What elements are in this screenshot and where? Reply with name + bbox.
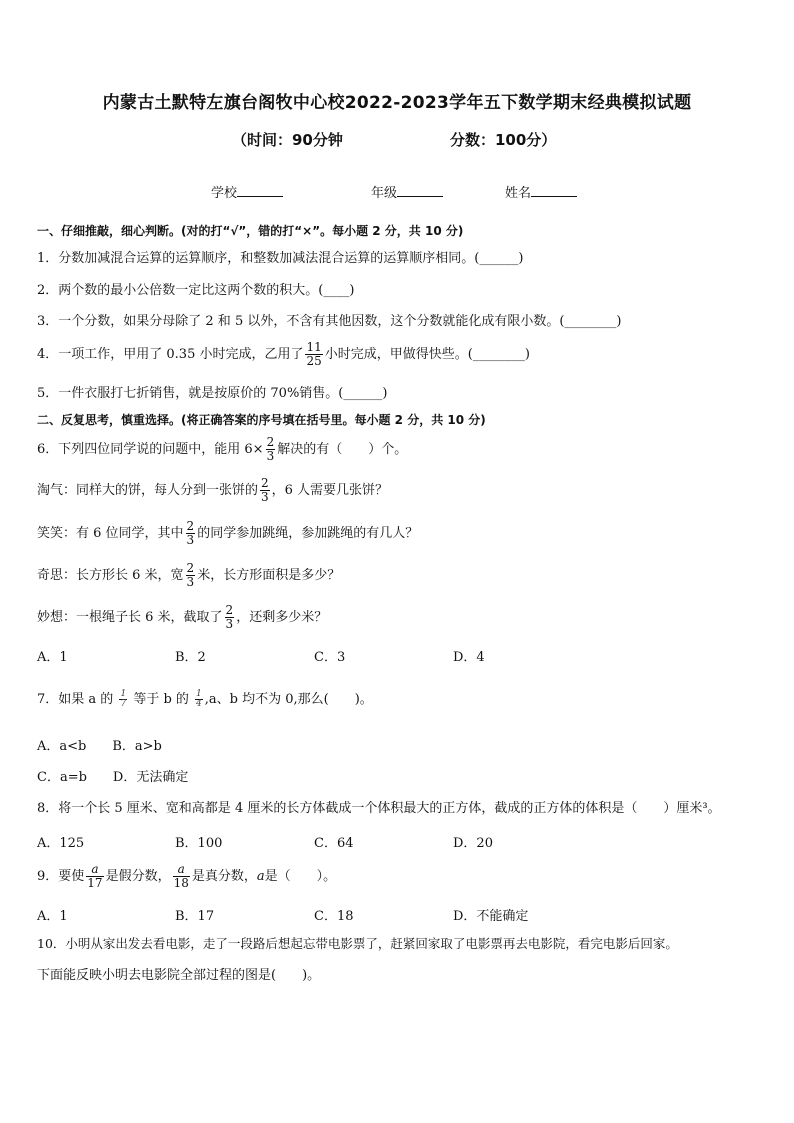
grade-field [371,182,443,201]
q8-option-a: A．125 [37,836,85,851]
question-7 [37,690,373,709]
q9-text-pre: 9．要使 [37,869,85,884]
miaoxiang-numerator: 2 [225,603,234,617]
time-limit: （时间：90分钟 [232,131,343,149]
exam-subtitle [232,129,792,150]
school-blank[interactable] [237,184,283,197]
q4-numerator: 11 [306,340,322,354]
q8-option-c: C．64 [314,836,354,851]
question-5: 5．一件衣服打七折销售，就是按原价的 70%销售。(______) [37,386,388,401]
question-9 [37,863,336,890]
grade-label: 年级 [371,186,398,201]
q4-fraction [305,341,322,368]
school-label: 学校 [211,186,238,201]
q7-text-pre: 7．如果 a 的 [37,692,114,707]
q9-fraction-2 [173,863,190,890]
xiaoxiao-denominator: 3 [186,533,195,547]
q6-text-post: 解决的有（ ）个。 [277,442,408,457]
grade-blank[interactable] [397,184,443,197]
q7-options-ab: A．a<b B．a>b [37,739,162,754]
qisi-fraction [186,562,196,589]
xiaoxiao-text-post: 的同学参加跳绳，参加跳绳的有几人？ [197,526,419,541]
taoqi-text-pre: 淘气：同样大的饼，每人分到一张饼的 [37,483,259,498]
qisi-numerator: 2 [186,561,195,575]
section1-heading: 一、仔细推敲，细心判断。(对的打“√”，错的打“×”。每小题 2 分，共 10 分) [37,224,464,238]
taoqi-fraction [260,477,270,504]
q6-option-a: A．1 [37,650,68,665]
miaoxiang-text-post: ，还剩多少米？ [236,610,328,625]
name-field [505,182,577,201]
taoqi-text-post: ，6 人需要几张饼？ [271,483,389,498]
taoqi-statement [37,477,388,504]
school-field [211,182,283,201]
q6-option-b: B．2 [175,650,206,665]
q7-frac2-denominator: 4 [196,699,202,709]
miaoxiang-denominator: 3 [225,617,234,631]
q9-text-post: 是真分数， [191,869,257,884]
q9-variable-a: a [256,869,265,884]
miaoxiang-fraction [225,604,235,631]
q4-text-pre: 4．一项工作，甲用了 0.35 小时完成，乙用了 [37,347,304,362]
question-2: 2．两个数的最小公倍数一定比这两个数的积大。(____) [37,283,355,298]
xiaoxiao-fraction [186,520,196,547]
q4-text-post: 小时完成，甲做得快些。(________) [324,347,530,362]
question-4 [37,341,530,368]
q6-denominator: 3 [266,449,275,463]
q9-fraction-1 [86,863,103,890]
taoqi-denominator: 3 [261,490,269,504]
q9-option-c: C．18 [314,909,354,924]
q6-text-pre: 6．下列四位同学说的问题中，能用 6× [37,442,264,457]
qisi-text-post: 米，长方形面积是多少？ [197,568,341,583]
q7-options-cd: C．a=b D．无法确定 [37,770,189,785]
q7-frac2-numerator: 1 [196,689,202,699]
q6-numerator: 2 [266,435,275,449]
miaoxiang-text-pre: 妙想：一根绳子长 6 米，截取了 [37,610,223,625]
name-label: 姓名 [505,186,532,201]
question-3: 3．一个分数，如果分母除了 2 和 5 以外，不含有其他因数，这个分数就能化成有限小数。(________) [37,314,622,329]
q8-option-b: B．100 [175,836,223,851]
q8-option-d: D．20 [453,836,493,851]
name-blank[interactable] [531,184,577,197]
question-1: 1．分数加减混合运算的运算顺序，和整数加减法混合运算的运算顺序相同。(______) [37,251,524,266]
q6-option-d: D．4 [453,650,485,665]
q9-frac2-denominator: 18 [173,876,189,890]
qisi-text-pre: 奇思：长方形长 6 米，宽 [37,568,184,583]
total-score: 分数：100分） [450,131,557,149]
q9-frac1-denominator: 17 [87,876,103,890]
question-10-line2: 下面能反映小明去电影院全部过程的图是( )。 [37,968,321,983]
q7-frac1-denominator: 7 [120,699,127,709]
qisi-statement [37,562,340,589]
xiaoxiao-text-pre: 笑笑：有 6 位同学，其中 [37,526,184,541]
question-10-line1: 10．小明从家出发去看电影，走了一段路后想起忘带电影票了，赶紧回家取了电影票再去电影院，看完电影后回家。 [37,936,678,951]
qisi-denominator: 3 [186,575,195,589]
q7-frac1-numerator: 1 [120,689,127,699]
xiaoxiao-statement [37,520,418,547]
question-6 [37,436,407,463]
q9-frac2-numerator: a [173,863,190,877]
q6-option-c: C．3 [314,650,346,665]
question-8: 8．将一个长 5 厘米、宽和高都是 4 厘米的长方体截成一个体积最大的正方体，截成的正方体的体积是（ ）厘米³。 [37,801,721,816]
q7-text-mid: 等于 b 的 [133,692,189,707]
q9-option-b: B．17 [175,909,215,924]
q4-denominator: 25 [306,354,322,368]
q7-text-post: ,a、b 均不为 0,那么( )。 [204,692,373,707]
section2-heading: 二、反复思考，慎重选择。(将正确答案的序号填在括号里。每小题 2 分，共 10 分) [37,413,486,427]
xiaoxiao-numerator: 2 [186,519,195,533]
q7-fraction-2 [195,690,203,709]
q9-option-d: D．不能确定 [453,909,529,924]
q9-option-a: A．1 [37,909,68,924]
miaoxiang-statement [37,604,327,631]
q9-frac1-numerator: a [86,863,103,877]
q9-text-end: 是（ ）。 [264,869,337,884]
q9-text-mid: 是假分数， [105,869,171,884]
exam-title: 内蒙古土默特左旗台阁牧中心校2022-2023学年五下数学期末经典模拟试题 [102,93,692,113]
taoqi-numerator: 2 [261,476,269,490]
q6-fraction [266,436,276,463]
q7-fraction-1 [119,690,127,709]
